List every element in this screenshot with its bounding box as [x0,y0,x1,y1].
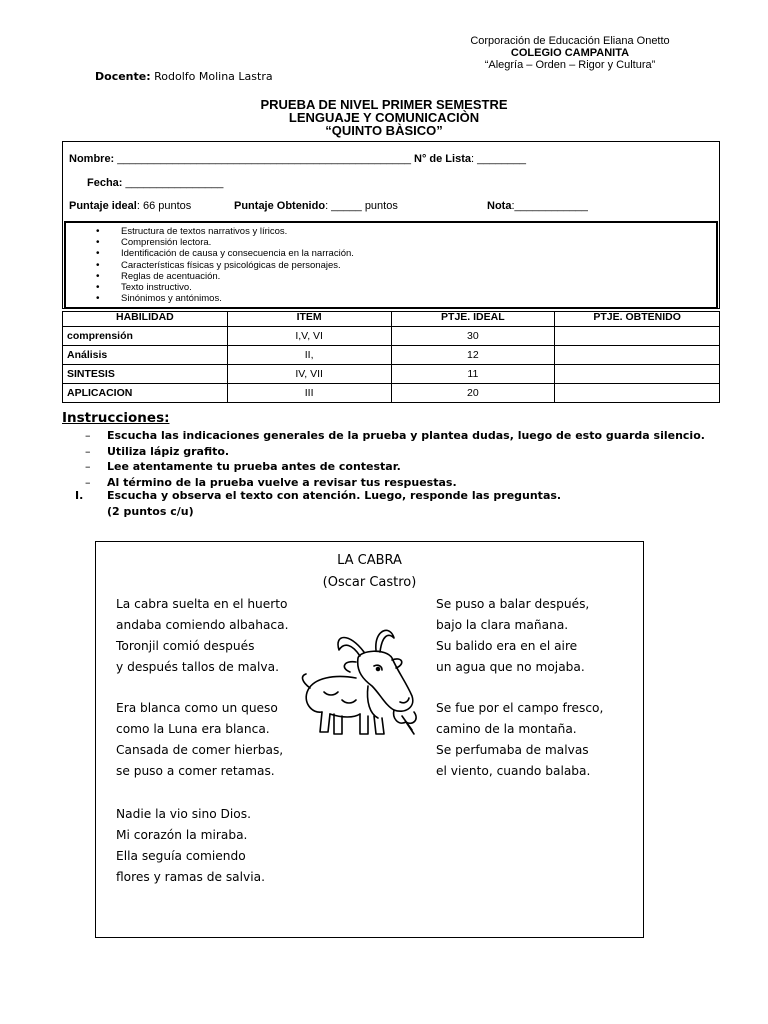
teacher-label: Docente: [95,70,151,83]
dash-bullet: – [85,429,91,442]
poem-box [95,541,644,938]
obtained-cell[interactable] [555,365,720,384]
poem-line: Toronjil comió después [116,639,255,653]
item-cell: IV, VII [227,365,391,384]
obtained-label: Puntaje Obtenido [234,200,326,212]
obtained-cell[interactable] [555,346,720,365]
poem-stanza [116,698,283,782]
poem-stanza [436,594,589,678]
obtained-cell[interactable] [555,384,720,403]
poem-line: Cansada de comer hierbas, [116,743,284,757]
instruction-item [85,444,705,460]
school-name: COLEGIO CAMPANITA [510,47,630,59]
poem-line: como la Luna era blanca. [116,722,270,736]
poem-author: (Oscar Castro) [322,575,417,590]
table-row [63,346,720,365]
exam-title [0,98,768,137]
table-row [63,384,720,403]
poem-line: se puso a comer retamas. [116,764,275,778]
instruction-item [85,428,705,444]
ideal-cell: 20 [391,384,555,403]
instruction-text: Al término de la prueba vuelve a revisar tus respuestas. [107,475,457,489]
skill-cell: SINTESIS [63,365,228,384]
table-header: PTJE. OBTENIDO [555,312,720,327]
table-row [63,327,720,346]
skills-table [62,311,720,403]
instruction-text: Utiliza lápiz grafito. [107,444,230,458]
poem-line: andaba comiendo albahaca. [116,618,289,632]
item-cell: III [227,384,391,403]
instruction-item [85,459,705,475]
poem-line: Se puso a balar después, [436,597,590,611]
teacher-name: Rodolfo Molina Lastra [154,70,273,83]
table-header: PTJE. IDEAL [391,312,555,327]
title-line-3: “QUINTO BÀSICO” [325,123,443,138]
instructions-list [85,428,705,490]
contents-item: • Comprensión lectora. [121,237,716,248]
ideal-value: : 66 puntos [136,200,192,212]
poem-line: Mi corazón la miraba. [116,828,248,842]
contents-item: • Estructura de textos narrativos y líricos. [121,226,716,237]
title-line-2: LENGUAJE Y COMUNICACIÒN [288,110,480,125]
institution-header [430,35,710,71]
poem-line: Nadie la vio sino Dios. [116,807,251,821]
instruction-text: Lee atentamente tu prueba antes de contestar. [107,460,401,473]
title-line-1: PRUEBA DE NIVEL PRIMER SEMESTRE [260,97,508,112]
poem-line: bajo la clara mañana. [436,618,569,632]
question-text: Escucha y observa el texto con atención. Luego, responde las preguntas. [107,489,562,502]
ideal-cell: 30 [391,327,555,346]
date-blank: ________________ [125,177,224,189]
grade-label: Nota [487,200,512,212]
item-cell: I,V, VI [227,327,391,346]
skill-cell: Análisis [63,346,228,365]
poem-line: y después tallos de malva. [116,660,279,674]
poem-line: Se perfumaba de malvas [436,743,589,757]
name-field[interactable] [69,153,526,165]
poem-title: LA CABRA [337,553,402,568]
teacher-line [95,70,273,83]
list-blank: : ________ [470,153,527,165]
goat-illustration [294,622,434,742]
poem-line: el viento, cuando balaba. [436,764,591,778]
poem-line: flores y ramas de salvia. [116,870,265,884]
grade-field[interactable] [487,200,588,212]
name-blank: ________________________________________________ [117,153,411,165]
instructions-title: Instrucciones: [62,410,170,426]
contents-item: • Texto instructivo. [121,282,716,293]
item-cell: II, [227,346,391,365]
name-label: Nombre: [69,153,115,165]
contents-item: • Reglas de acentuación. [121,271,716,282]
contents-item: • Características físicas y psicológicas de personajes. [121,260,716,271]
poem-line: Era blanca como un queso [116,701,278,715]
ideal-cell: 12 [391,346,555,365]
question-points: (2 puntos c/u) [107,505,194,518]
obtained-cell[interactable] [555,327,720,346]
obtained-score-field[interactable] [234,200,398,212]
obtained-value: : _____ puntos [325,200,398,212]
table-header-row [63,312,720,327]
contents-box [64,221,718,309]
table-header: ITEM [227,312,391,327]
poem-stanza [436,698,603,782]
table-row [63,365,720,384]
table-header: HABILIDAD [63,312,228,327]
list-label: N° de Lista [414,153,471,165]
date-label: Fecha: [87,177,123,189]
question-1 [75,488,561,520]
dash-bullet: – [85,460,91,473]
school-motto: “Alegría – Orden – Rigor y Cultura” [484,59,656,71]
contents-list [66,223,716,304]
ideal-score-field [69,200,191,212]
date-field[interactable] [87,177,223,189]
poem-line: Su balido era en el aire [436,639,578,653]
dash-bullet: – [85,444,91,458]
instruction-text: Escucha las indicaciones generales de la prueba y plantea dudas, luego de esto guarda silencio. [107,429,705,442]
skill-cell: APLICACION [63,384,228,403]
ideal-cell: 11 [391,365,555,384]
contents-item: • Identificación de causa y consecuencia en la narración. [121,248,716,259]
poem-line: camino de la montaña. [436,722,577,736]
poem-line: un agua que no mojaba. [436,660,585,674]
poem-line: Ella seguía comiendo [116,849,246,863]
poem-stanza [116,594,288,678]
grade-blank: :____________ [511,200,588,212]
question-number: I. [75,489,84,502]
corporation-name: Corporación de Educación Eliana Onetto [470,35,670,47]
skill-cell: comprensión [63,327,228,346]
poem-stanza [116,804,265,888]
dash-bullet: – [85,475,91,489]
poem-line: La cabra suelta en el huerto [116,597,288,611]
ideal-label: Puntaje ideal [69,200,137,212]
contents-item: • Sinónimos y antónimos. [121,293,716,304]
poem-line: Se fue por el campo fresco, [436,701,604,715]
